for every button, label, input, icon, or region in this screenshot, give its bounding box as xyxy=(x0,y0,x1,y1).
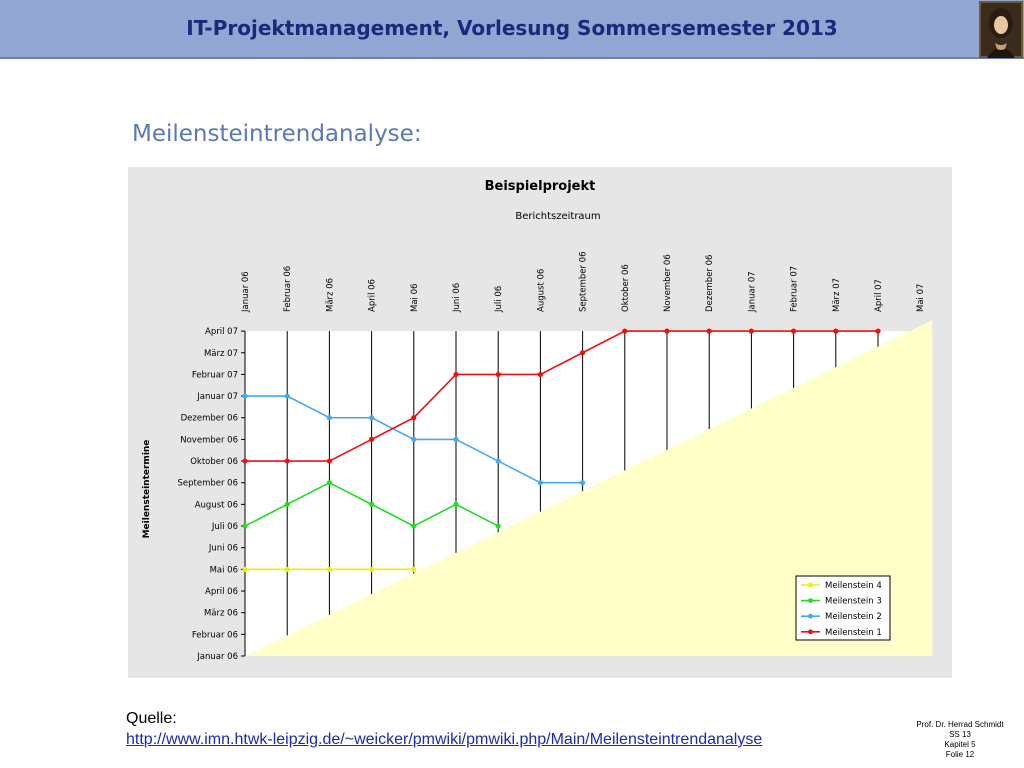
data-point xyxy=(749,329,754,334)
y-tick-label: September 06 xyxy=(177,478,238,489)
y-tick-label: August 06 xyxy=(194,500,238,511)
data-point xyxy=(453,437,458,442)
slide-header xyxy=(0,0,1024,59)
data-point xyxy=(538,480,543,485)
data-point xyxy=(327,415,332,420)
mta-chart xyxy=(128,167,952,678)
x-tick-label: August 06 xyxy=(536,268,547,312)
slide-footer xyxy=(905,720,1015,760)
data-point xyxy=(242,393,247,398)
data-point xyxy=(327,567,332,572)
data-point xyxy=(369,502,374,507)
data-point xyxy=(538,372,543,377)
legend-marker xyxy=(808,614,813,619)
data-point xyxy=(327,458,332,463)
x-tick-label: April 06 xyxy=(367,279,378,312)
data-point xyxy=(242,567,247,572)
footer-slide-number: Folie 12 xyxy=(945,750,975,759)
x-tick-label: Februar 07 xyxy=(789,265,800,312)
data-point xyxy=(664,329,669,334)
x-tick-label: Januar 06 xyxy=(241,271,251,312)
y-tick-label: Februar 07 xyxy=(191,370,238,381)
y-tick-label: Mai 06 xyxy=(209,565,238,576)
y-axis-label: Meilensteintermine xyxy=(142,439,152,539)
legend-marker xyxy=(808,598,813,603)
data-point xyxy=(369,415,374,420)
data-point xyxy=(411,415,416,420)
data-point xyxy=(496,372,501,377)
data-point xyxy=(453,372,458,377)
x-tick-label: März 07 xyxy=(831,277,842,312)
data-point xyxy=(496,523,501,528)
data-point xyxy=(285,502,290,507)
y-tick-label: März 06 xyxy=(203,608,238,619)
x-tick-label: April 07 xyxy=(874,279,884,312)
data-point xyxy=(496,458,501,463)
data-point xyxy=(411,437,416,442)
footer-chapter: Kapitel 5 xyxy=(944,740,976,749)
data-point xyxy=(242,458,247,463)
chart-title: Beispielprojekt xyxy=(484,179,596,194)
data-point xyxy=(285,458,290,463)
legend-label: Meilenstein 2 xyxy=(825,612,882,623)
y-tick-label: Juli 06 xyxy=(211,522,238,533)
legend-marker xyxy=(808,583,813,588)
x-tick-label: März 06 xyxy=(325,277,336,312)
x-tick-label: September 06 xyxy=(578,251,589,312)
legend-label: Meilenstein 4 xyxy=(825,581,882,591)
footer-semester: SS 13 xyxy=(949,730,971,739)
y-tick-label: Februar 06 xyxy=(191,630,238,641)
data-point xyxy=(285,393,290,398)
data-point xyxy=(327,480,332,485)
data-point xyxy=(411,567,416,572)
x-tick-label: Juni 06 xyxy=(452,282,462,312)
data-point xyxy=(242,523,247,528)
y-tick-label: Januar 06 xyxy=(197,652,238,662)
y-tick-label: November 06 xyxy=(180,435,238,446)
chart-svg xyxy=(128,167,952,678)
data-point xyxy=(453,502,458,507)
data-point xyxy=(833,329,838,334)
legend-label: Meilenstein 3 xyxy=(825,596,882,607)
y-tick-label: April 07 xyxy=(205,327,238,338)
x-tick-label: Februar 06 xyxy=(283,265,294,312)
x-tick-label: Mai 06 xyxy=(409,283,420,312)
data-point xyxy=(580,350,585,355)
y-tick-label: Dezember 06 xyxy=(180,413,238,424)
slide-heading: Meilensteintrendanalyse: xyxy=(132,121,422,147)
legend-marker xyxy=(808,629,813,634)
x-tick-label: Juli 06 xyxy=(494,285,505,312)
legend-label: Meilenstein 1 xyxy=(825,627,882,638)
header-title: IT-Projektmanagement, Vorlesung Sommersemester 2013 xyxy=(186,16,838,40)
x-tick-label: Mai 07 xyxy=(916,283,927,312)
footer-author: Prof. Dr. Herrad Schmidt xyxy=(916,720,1004,729)
data-point xyxy=(411,523,416,528)
chart-subtitle: Berichtszeitraum xyxy=(515,211,601,222)
y-tick-label: März 07 xyxy=(203,348,238,359)
source-link[interactable]: http://www.imn.htwk-leipzig.de/~weicker/pmwiki/pmwiki.php/Main/Meilensteintrendanalyse xyxy=(126,731,763,748)
data-point xyxy=(285,567,290,572)
data-point xyxy=(875,329,880,334)
source-label: Quelle: xyxy=(126,710,177,727)
x-tick-label: November 06 xyxy=(663,254,673,312)
portrait-image xyxy=(979,1,1023,58)
y-tick-label: Januar 07 xyxy=(197,392,238,403)
x-tick-label: Dezember 06 xyxy=(705,254,716,312)
x-tick-label: Oktober 06 xyxy=(620,264,631,312)
data-point xyxy=(580,480,585,485)
y-tick-label: April 06 xyxy=(205,587,238,598)
data-point xyxy=(791,329,796,334)
data-point xyxy=(369,437,374,442)
data-point xyxy=(622,329,627,334)
data-point xyxy=(707,329,712,334)
x-tick-label: Januar 07 xyxy=(747,271,758,312)
y-tick-label: Oktober 06 xyxy=(190,457,238,468)
data-point xyxy=(369,567,374,572)
y-tick-label: Juni 06 xyxy=(208,543,238,554)
